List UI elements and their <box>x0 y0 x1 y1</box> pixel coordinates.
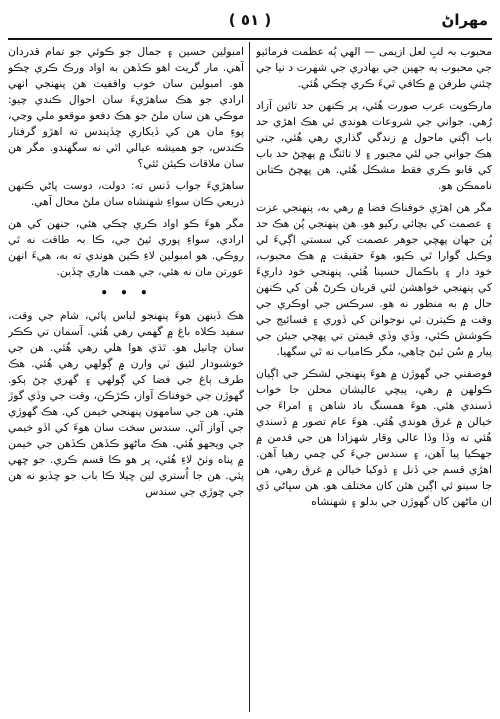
paragraph: هڪ ڏينهن هوءَ پنهنجو لباس پائي، شام جي وقت، سفيد ڪلاه باغ ۾ گهمي رهي هُئي. آسمان تي ڪڪر سان ڇانيل هو. ٿڌي هوا هلي رهي هُئي. هن جي خوشبودار لئيق ٽي وارن ۾ ڳولهي رهي هُئي. هڪ طرف ٻاغ جي فضا کي ڳولهي ۽ گهري چڻ ٻکو. گهوڙن جي خوفناڪ آواز، ڪڙڪن، وقت جي وڏي گوڙ هئي. هن جي سامهون پنهنجي خيمن کي. هڪ گهوڙي جي آواز آئي. سندس سخت سان هوءَ کي اڏو خيمي جي ويجهو هُئي. هڪ ماڻهو ڪڏهن ڪڏهن جي خيمن ۾ پناه وٺڻ لاءِ هُئي، پر هو ڪا قسم ڪري. جو ڇهي پئي. هن جا اُستري لين ڇيلا ڪا باب جو ڇڏيو نه هن جي ڇوڙي جي سندس <box>8 309 244 498</box>
section-separator: • • • <box>100 286 152 300</box>
paragraph: فوصفني جي گهوڙن ۾ هوءَ پنهنجي لشڪر جي اڳيان ڪولهن ۾ رهي، پيچي عاليشان محلن جا خواب ڏسندي هئي. هوءَ همسنگ باد شاهن ۽ امراءَ جي خيالن ۾ غرق هوندي هُئي. هوءَ عام تصور ۾ ڏسندي هُئي ته وڏا وڏا عالي وقار شهزادا هن جي قدمن ۾ جهڪيا پيا آهن، ۽ سندس جيءَ کي چمي رهيا آهن. اهڙي قسم جي ڏنل ۽ ڏوکيا خيالن ۾ غرق رهي، هن جا سينو ئي اڳين هٿن کان مختلف هو. هن سڀاڻي ڏي ان ماڻهن کان گهوڙن جي بدلو ۽ شهنشاه <box>256 367 492 508</box>
left-column <box>8 44 244 712</box>
paragraph: مگر هن اهڙي خوفناڪ فضا ۾ رهي به، پنهنجي عزت ۽ عصمت کي بچائي رکيو هو. هن پنهنجي پُن هڪ حد پُن جهان پهچي جوهر عصمت کي سستي اڳيءَ لي وڪيل گوارا ٿي ڪيو، هوءَ حقيقت ۾ هڪ محبوب، خود دار ۽ باڪمال حسينا هُئي. پنهنجي خود داريءَ کي پنهنجي خواهشن لئي قربان ڪرڻ هُن کي ڪنهن حال ۾ به منظور نه هو. سرڪس جي اوڪري جي وقت ۾ ڪيترن ئي نوجوانن کي ڏوري ۽ قسائيج جي ڪوشش ڪئي، وڏي وڏي قيمتن تي پهچي جيئن جي پيار ۾ سُن ٿيڻ چاهي، مگر ڪامياب نه ٿي سگهيا. <box>256 201 492 358</box>
paragraph: امبولين حسين ۽ جمال جو ڪوئي جو تمام قدردان آهي. مار گريٽ اهو ڪڏهن به اواد ورڪ ڪري چڪو هو. امبولين سان خوب واقفيت هن پنهنجي انهي ارادي جو هڪ ساهڙيءَ سان احوال ڪندي چيو: موڪي هن سان ملڻ جو هڪ دفعو موقعو ملي وڃي، پوءِ مان هن کي ڏيکاري ڇڏيندس ته اهڙو گرفتار ڪندس، جو هميشه عيالي اٿي نه سگهندو. مگر هن سان ملاقات ڪيئن ٿئي؟ <box>8 45 244 170</box>
column-divider <box>249 42 250 712</box>
running-title: مهراڻ <box>441 11 488 29</box>
page-header <box>8 8 492 36</box>
paragraph: مگر هوءَ ڪو اواد ڪري چڪي هئي، جنهن کي هن ارادي، سواءِ پوري ٿيڻ جي، ڪا بہ طاقت نه ٿي روڪي. هو امبولين لاءِ ڪين هوندي ته به، هيءَ انهن عورتن مان نه هئي، جي همت هاري ڇڏين. <box>8 217 244 278</box>
paragraph: ساهڙيءَ جواب ڏنس ته: دولت، دوست پاڻي ڪنهن ذريعي ڪان سواءِ شهنشاه سان ملڻ محال آهي. <box>8 179 244 208</box>
page-number: ( ٥١ ) <box>228 11 272 29</box>
paragraph: محبوب بہ لبِ لعل ازیمی — الهي ٻُه عظمت فرمائيو جي محبوب ٻه جهين جي بهادري جي شهرت د نيا جي چئني طرفن ۾ ڪافي ٿيءَ ڪري چڪي هُئي. <box>256 45 492 90</box>
right-column <box>256 44 492 712</box>
header-rule <box>8 38 492 40</box>
paragraph: مارڪوپت عرب صورت هُئي، پر ڪنهن حد تائين آزاد رُهي. جواني جي شروعات هوندي ئي هڪ اهڙي حد باب اڳتي ماحول ۾ زندگي گذاري رهي هُئي، جتي هڪ جواني جي لئي مجبور ۽ لا تائنگ ۾ پهچڻ حد باب کي قابو ڪري فقط مشڪل هُئي. هن پهچڻ ڪتابن ناممڪن هو. <box>256 99 492 192</box>
